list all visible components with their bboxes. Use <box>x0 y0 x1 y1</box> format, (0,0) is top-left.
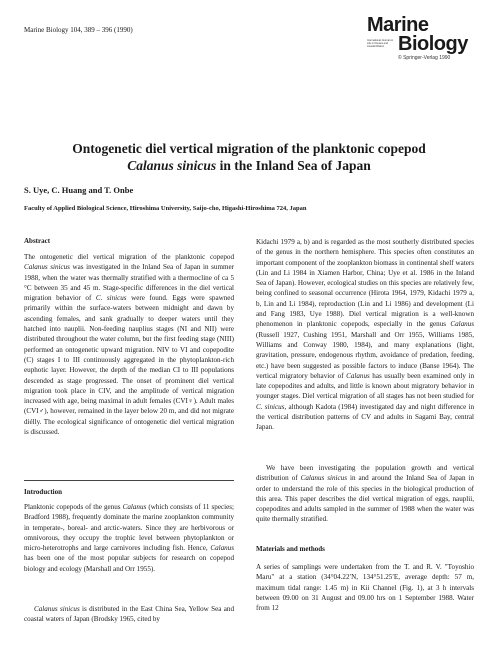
title-species: Calanus sinicus <box>127 158 217 173</box>
intro-species: Calanus sinicus <box>34 605 80 613</box>
right-genus: Calanus <box>346 371 370 380</box>
intro-part: Planktonic copepods of the genus <box>24 503 123 511</box>
authors: S. Uye, C. Huang and T. Onbe <box>24 185 134 195</box>
abstract-part: were found. Eggs were spawned primarily within the surface-waters between midnight and dawn by ascending females, and sank gradually to deeper waters until they hatched into nauplii. Non-feeding nauplius stages (NI and NII) were distributed throughout the water column, but the first feeding stage (NIII) performed an ontogenetic upward migration. NIV to VI and copepodite (C) stages I to III continuously aggregated in the phytoplankton-rich euphotic layer. However, the depth of the median CI to III populations descended as stage progressed. The onset of prominent diel vertical migration took place in CIV, and the amplitude of vertical migration increased with age, being maximal in adult females (CVI♀). Adult males (CVI♂), however, remained in the layer below 20 m, and did not migrate diélly. The ecological significance of ontogenetic diel vertical migration is discussed. <box>24 294 234 437</box>
abstract-part: The ontogenetic diel vertical migration of the planktonic copepod <box>24 253 234 261</box>
logo-word-marine: Marine <box>367 14 429 36</box>
intro-part: (which consists of 11 species; Bradford 1988), frequently dominate the marine zooplankton community in temperate-, boreal- and arctic-waters. Since they are herbivorous or omnivorous, they occupy the trophic level between phytoplankton or micro-heterotrophs and large carnivores including fish. Hence, <box>24 503 234 553</box>
introduction-heading: Introduction <box>24 488 62 496</box>
intro-part: is distributed in the East China Sea, Yellow Sea and coastal waters of Japan (Brodsky 1965, cited by <box>24 605 234 624</box>
right-column-paragraph-1 <box>256 237 474 433</box>
logo-word-biology: Biology <box>398 33 468 55</box>
journal-reference: Marine Biology 104, 389 – 396 (1990) <box>24 26 133 34</box>
logo-fine-print: International Journal on Life in Oceans and Coastal Waters <box>367 39 394 48</box>
right-genus: Calanus <box>450 320 474 329</box>
right-part: We have been investigating the population growth and vertical distribution of <box>256 464 474 483</box>
methods-paragraph-1: A series of samplings were undertaken from the T. and R. V. "Toyoshio Maru" at a station (34°04.22′N, 134°51.25′E, average depth: 57 m, maximum tidal range: 1.45 m) in Kii Channel (Fig. 1), at 3 h intervals between 09.00 on 31 August and 09.00 hrs on 1 September 1988. Water from 12 <box>256 563 474 613</box>
affiliation: Faculty of Applied Biological Science, Hiroshima University, Saijo-cho, Higashi-Hiroshima 724, Japan <box>24 205 307 212</box>
logo-copyright: © Springer-Verlag 1990 <box>398 55 451 61</box>
right-part: (Russell 1927, Cushing 1951, Marshall and Orr 1955, Williams 1985, Williams and Conway 1980, 1984), and many explanations (light, gravitation, pressure, endogenous rhythm, avoidance of predation, feeding, etc.) have been suggested as possible factors to induce (Banse 1964). The vertical migratory behavior of <box>256 330 474 380</box>
right-part: , although Kadota (1984) investigated day and night difference in the vertical distribution patterns of CV and adults in Sagami Bay, central Japan. <box>256 402 475 432</box>
intro-genus: Calanus <box>122 503 147 511</box>
right-species: Calanus sinicus <box>300 474 347 483</box>
right-part: in and around the Inland Sea of Japan in order to understand the role of this species in the biological production of this area. This paper describes the diel vertical migration of eggs, nauplii, copepodites and adults sampled in the summer of 1988 when the water was quite thermally stratified. <box>256 474 475 524</box>
title-line-1: Ontogenetic diel vertical migration of the planktonic copepod <box>72 141 426 156</box>
right-column-paragraph-2 <box>256 463 474 525</box>
abstract-text <box>24 252 234 437</box>
right-part: Kidachi 1979 a, b) and is regarded as the most southerly distributed species of the genus in the northern hemisphere. This species often constitutes an important component of the zooplankton biomass in continental shelf waters (Lin and Li 1984 in Xiamen Harbor, China; Uye et al. 1986 in the Inland Sea of Japan). However, ecological studies on this species are relatively few, being confined to seasonal occurrence (Hirota 1964, 1979, Kidachi 1979 a, b, Lin and Li 1984), reproduction (Lin and Li 1986) and development (Li and Fang 1983, Uye 1988). Diel vertical migration is a well-known phenomenon in planktonic copepods, especially in the genus <box>256 238 474 329</box>
intro-genus: Calanus <box>210 544 234 553</box>
right-species: C. sinicus <box>256 402 285 411</box>
introduction-paragraph-2 <box>24 604 234 625</box>
methods-heading: Materials and methods <box>256 545 325 553</box>
abstract-part: was investigated in the Inland Sea of Japan in summer 1988, when the water was thermally stratified with a thermocline of ca 5 °C between 35 and 45 m. Stage-specific differences in the diel vertical migration behavior of <box>24 263 234 303</box>
journal-logo <box>367 16 475 61</box>
right-part: has usually been examined only in late copepodites and adults, and little is known about migratory behavior in younger stages. Diel vertical migration of all stages has not been studied for <box>256 371 475 401</box>
introduction-paragraph-1 <box>24 502 234 574</box>
title-line-2: in the Inland Sea of Japan <box>216 158 371 173</box>
abstract-species: C. sinicus <box>95 294 127 303</box>
article-title <box>24 140 474 174</box>
abstract-species: Calanus sinicus <box>24 263 70 272</box>
intro-part: has been one of the most popular subjects for research on copepod biology and ecology (Marshall and Orr 1955). <box>24 554 234 573</box>
abstract-heading: Abstract <box>24 237 51 245</box>
section-divider <box>24 480 234 481</box>
